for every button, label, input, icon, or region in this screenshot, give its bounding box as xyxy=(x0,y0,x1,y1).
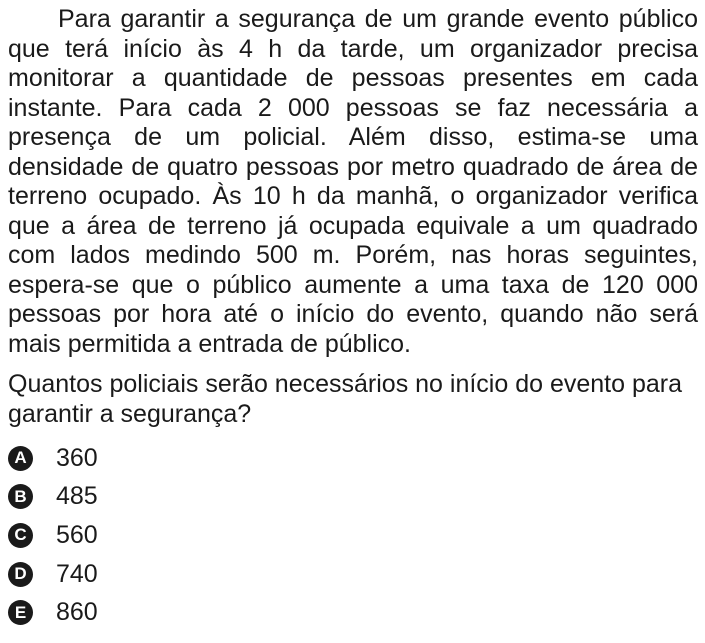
option-d[interactable] xyxy=(8,555,698,594)
option-e[interactable] xyxy=(8,593,698,632)
option-c[interactable] xyxy=(8,516,698,555)
option-letter-d-icon: D xyxy=(8,562,33,587)
option-value-e: 860 xyxy=(56,598,98,627)
question-stem: Para garantir a segurança de um grande evento público que terá início às 4 h da tarde, um organizador precisa monitorar a quantidade de pessoas presentes em cada instante. Para cada 2 000 pessoas se faz necessária a presença de um policial. Além disso, estima-se uma densidade de quatro pessoas por metro quadrado de área de terreno ocupado. Às 10 h da manhã, o organizador verifica que a área de terreno já ocupada equivale a um quadrado com lados medindo 500 m. Porém, nas horas seguintes, espera-se que o público aumente a uma taxa de 120 000 pessoas por hora até o início do evento, quando não será mais permitida a entrada de público. xyxy=(8,5,698,358)
question-block xyxy=(8,5,698,632)
option-letter-c-icon: C xyxy=(8,523,33,548)
option-value-a: 360 xyxy=(56,443,98,472)
answer-options xyxy=(8,439,698,632)
option-value-b: 485 xyxy=(56,482,98,511)
option-letter-b-icon: B xyxy=(8,484,33,509)
option-b[interactable] xyxy=(8,478,698,517)
question-prompt: Quantos policiais serão necessários no início do evento para garantir a segurança? xyxy=(8,370,683,428)
option-value-d: 740 xyxy=(56,559,98,588)
option-letter-a-icon: A xyxy=(8,446,33,471)
option-a[interactable] xyxy=(8,439,698,478)
option-value-c: 560 xyxy=(56,520,98,549)
option-letter-e-icon: E xyxy=(8,600,33,625)
